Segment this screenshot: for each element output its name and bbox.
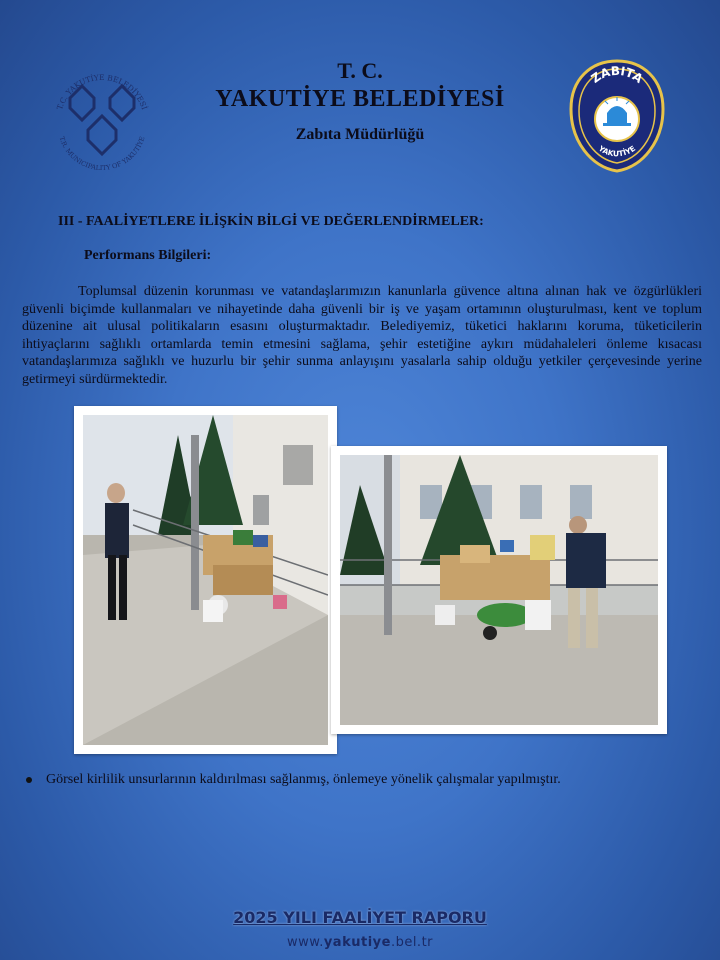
bullet-dot-icon (26, 777, 32, 783)
photo-sidewalk-debris-1 (74, 406, 337, 754)
footer-report-title: 2025 YILI FAALİYET RAPORU (233, 908, 487, 927)
footer-url-suffix: .bel.tr (390, 935, 434, 950)
header-tc: T. C. (337, 58, 383, 83)
photo-sidewalk-debris-2 (331, 446, 667, 734)
zabita-badge-icon (563, 57, 671, 175)
footer-url-bold: yakutiye (323, 935, 391, 950)
zabita-badge-text-bottom: YAKUTİYE (596, 143, 638, 159)
body-paragraph (22, 283, 702, 388)
sidewalk-debris-photo-1 (83, 415, 328, 745)
logo-left-text-top: T.C. YAKUTİYE BELEDİYESİ (55, 72, 149, 111)
header-department: Zabıta Müdürlüğü (295, 126, 425, 143)
footer-url-prefix: www. (286, 935, 324, 950)
sidewalk-debris-photo-2 (340, 455, 658, 725)
bullet-list-item (24, 772, 561, 788)
footer-website (0, 935, 720, 950)
section-title: III - FAALİYETLERE İLİŞKİN BİLGİ VE DEĞERLENDİRMELER: (58, 214, 484, 229)
logo-left-text-bottom: T.R. MUNICIPALITY OF YAKUTİYE (57, 135, 147, 173)
section-subtitle: Performans Bilgileri: (84, 248, 212, 263)
zabita-badge-text-top: ZABITA (588, 63, 646, 86)
bullet-text: Görsel kirlilik unsurlarının kaldırılması sağlanmış, önlemeye yönelik çalışmalar yapılmıştır. (46, 772, 561, 787)
header-municipality-name: YAKUTİYE BELEDİYESİ (215, 86, 505, 112)
body-paragraph-text: Toplumsal düzenin korunması ve vatandaşlarımızın kanunlarla güvence altına alınan hak ve özgürlükleri güvenli biçimde kullanmaları ve nihayetinde daha güvenli bir iş ve yaşam ortamının oluşturulması, kent ve toplum düzenine ait ulusal politikaların esasını oluşturmaktadır. Belediyemiz, tüketici haklarını koruma, tüketicilerin ihtiyaçlarını sağlıklı ortamlarda temin etmesini sağlama, şehir estetiğine aykırı müdahaleleri önleme kısacası vatandaşlarımıza sağlıklı ve huzurlu bir şehir sunma anlayışını yasalarla sahip olduğu yetkiler çerçevesinde yerine getirmeyi sürdürmektedir. (22, 284, 702, 387)
